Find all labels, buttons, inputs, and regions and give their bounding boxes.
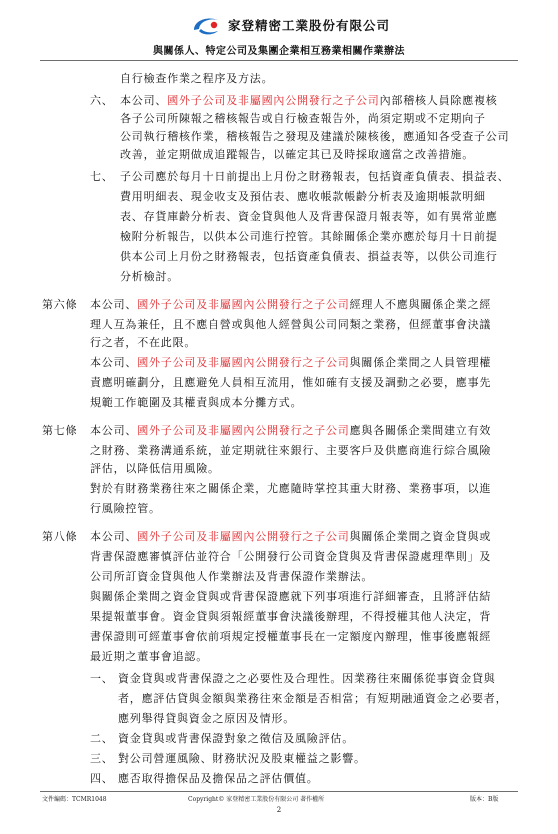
article6-label: 第六條 (42, 298, 78, 311)
article8-p1-line1: 本公司、國外子公司及非屬國內公開發行之子公司與關係企業間之資金貸與或 (90, 530, 492, 543)
list-item-marker: 二、 (90, 732, 114, 745)
item6-marker: 六、 (90, 94, 114, 107)
copyright-notice: Copyright© 家登精密工業股份有限公司 著作權所 (188, 796, 325, 803)
list-item-marker: 三、 (90, 752, 114, 765)
item7-line1: 子公司應於每月十日前提出上月份之財務報表，包括資產負債表、損益表、 (120, 170, 510, 183)
list-item-line: 資金貸與或背書保證之之必要性及合理性。因業務往來關係從事資金貸與 (118, 672, 496, 685)
list-item-line: 應列舉得貸與資金之原因及情形。 (118, 712, 295, 725)
article8-p2-line3: 書保證則可經董事會依前項規定授權董事長在一定額度內辦理，惟事後應報經 (90, 630, 492, 643)
document-title: 與關係人、特定公司及集團企業相互務業相關作業辦法 (153, 46, 405, 57)
article7-p2-line2: 行風險控管。 (90, 502, 161, 515)
item6-line2: 各子公司所陳報之稽核報告或自行檢查報告外，尚須定期或不定期向子 (120, 112, 486, 125)
list-item-marker: 四、 (90, 772, 114, 785)
item7-line2: 費用明細表、現金收支及預估表、應收帳款帳齡分析表及逾期帳款明細 (120, 190, 486, 203)
list-item-marker: 一、 (90, 672, 114, 685)
item6-line4: 改善，並定期做成追蹤報告，以確定其已及時採取適當之改善措施。 (120, 148, 474, 161)
article6-p1-line1: 本公司、國外子公司及非屬國內公開發行之子公司經理人不應與關係企業之經 (90, 298, 492, 311)
page-number: 2 (276, 806, 282, 814)
company-name: 家登精密工業股份有限公司 (228, 18, 391, 33)
article6-p1-line2: 理人互為兼任，且不應自營或與他人經營與公司同類之業務，但經董事會決議 (90, 318, 492, 331)
item7-line4: 檢附分析報告，以供本公司進行控管。其餘關係企業亦應於每月十日前提 (120, 230, 498, 243)
article8-label: 第八條 (42, 530, 78, 543)
article7-p1-line3: 評估，以降低信用風險。 (90, 462, 220, 475)
article6-p2-line1: 本公司、國外子公司及非屬國內公開發行之子公司與關係企業間之人員管理權 (90, 356, 492, 369)
article7-p1-line2: 之財務、業務溝通系統，並定期就往來銀行、主要客戶及供應商進行綜合風險 (90, 444, 492, 457)
article8-p2-line1: 與關係企業間之資金貸與或背書保證應就下列事項進行詳細審查，且將評估結 (90, 590, 492, 603)
item6-line1: 本公司、國外子公司及非屬國內公開發行之子公司內部稽核人員除應複核 (120, 94, 498, 107)
article7-p1-line1: 本公司、國外子公司及非屬國內公開發行之子公司應與各關係企業間建立有效 (90, 424, 492, 437)
article8-p2-line4: 最近期之董事會追認。 (90, 650, 208, 663)
list-item-line: 應否取得擔保品及擔保品之評估價值。 (118, 772, 319, 785)
item7-line3: 表、存貨庫齡分析表、資金貸與他人及背書保證月報表等，如有異常並應 (120, 210, 498, 223)
article8-p1-line3: 公司所訂資金貸與他人作業辦法及背書保證作業辦法。 (90, 570, 374, 583)
list-item-line: 資金貸與或背書保證對象之徵信及風險評估。 (118, 732, 354, 745)
document-number: 文件編碼：TCMR1048 (42, 796, 107, 803)
item6-line3: 公司執行稽核作業，稽核報告之發現及建議於陳核後，應通知各受查子公司 (120, 130, 510, 143)
continuation-text: 自行檢查作業之程序及方法。 (120, 72, 274, 85)
item7-line6: 分析檢討。 (120, 270, 179, 283)
article6-p1-line3: 行之者，不在此限。 (90, 336, 197, 349)
item7-line5: 供本公司上月份之財務報表，包括資產負債表、損益表等，以供公司進行 (120, 250, 498, 263)
article6-p2-line3: 規範工作範圍及其權責與成本分攤方式。 (90, 396, 303, 409)
list-item-line: 對公司營運風險、財務狀況及股東權益之影響。 (118, 752, 366, 765)
article8-p1-line2: 背書保證應審慎評估並符合「公開發行公司資金貸與及背書保證處理準則」及 (90, 550, 492, 563)
article8-p2-line2: 果提報董事會。資金貸與須報經董事會決議後辦理，不得授權其他人決定，背 (90, 610, 492, 623)
article7-label: 第七條 (42, 424, 78, 437)
list-item-line: 者，應評估貸與金額與業務往來金額是否相當；有短期融通資金之必要者， (118, 692, 508, 705)
article7-p2-line1: 對於有財務業務往來之關係企業，尤應隨時掌控其重大財務、業務事項，以進 (90, 482, 492, 495)
footer-divider (40, 791, 518, 792)
item7-marker: 七、 (90, 170, 114, 183)
article6-p2-line2: 責應明確劃分，且應避免人員相互流用，惟如確有支援及調動之必要，應事先 (90, 376, 492, 389)
version-label: 版本：B版 (470, 796, 499, 803)
